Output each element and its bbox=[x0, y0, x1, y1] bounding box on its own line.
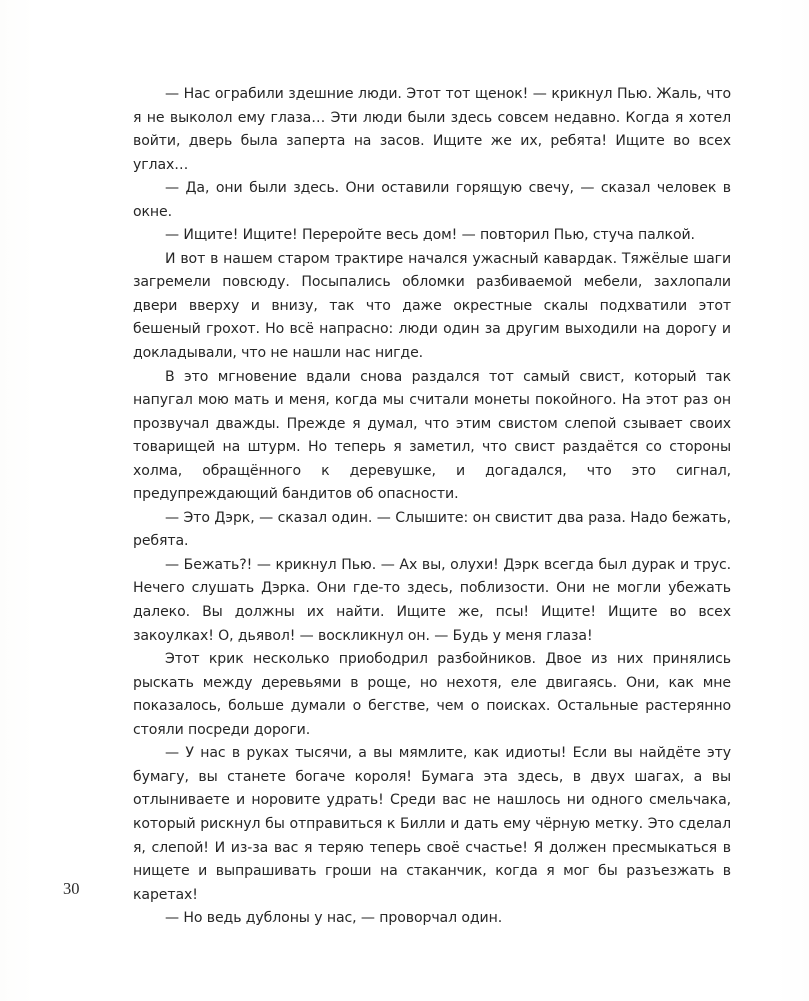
page-number: 30 bbox=[63, 879, 80, 898]
paragraph: — Нас ограбили здешние люди. Этот тот щенок! — крикнул Пью. Жаль, что я не выколол ему глаза… Эти люди были здесь совсем недавно. Когда я хотел войти, дверь была заперта на засов. Ищите же их, ребята! Ищите во всех углах… bbox=[133, 86, 731, 173]
paragraph: И вот в нашем старом трактире начался ужасный кавардак. Тяжёлые шаги загремели повсюду. Посыпались обломки разбиваемой мебели, захлопали двери вверху и внизу, так что даже окрестные скалы подхватили этот бешеный грохот. Но всё напрасно: люди один за другим выходили на дорогу и докладывали, что не нашли нас нигде. bbox=[133, 250, 731, 362]
paragraph: — Бежать?! — крикнул Пью. — Ах вы, олухи! Дэрк всегда был дурак и трус. Нечего слушать Дэрка. Они где-то здесь, поблизости. Они не могли убежать далеко. Вы должны их найти. Ищите же, псы! Ищите! Ищите во всех закоулках! О, дьявол! — воскликнул он. — Будь у меня глаза! bbox=[133, 556, 731, 644]
page-text-block bbox=[133, 83, 731, 931]
paragraph: В это мгновение вдали снова раздался тот самый свист, который так напугал мою мать и меня, когда мы считали монеты покойного. На этот раз он прозвучал дважды. Прежде я думал, что этим свистом слепой сзывает своих товарищей на штурм. Но теперь я заметил, что свист раздаётся со стороны холма, обращённого к деревушке, и догадался, что это сигнал, предупреждающий бандитов об опасности. bbox=[133, 368, 731, 503]
paragraph: — Да, они были здесь. Они оставили горящую свечу, — сказал человек в окне. bbox=[133, 180, 731, 220]
paragraph: — У нас в руках тысячи, а вы мямлите, как идиоты! Если вы найдёте эту бумагу, вы станете богаче короля! Бумага эта здесь, в двух шагах, а вы отлыниваете и норовите удрать! Среди вас не нашлось ни одного смельчака, который рискнул бы отправиться к Билли и дать ему чёрную метку. Это сделал я, слепой! И из-за вас я теряю теперь своё счастье! Я должен пресмыкаться в нищете и выпрашивать гроши на стаканчик, когда я мог бы разъезжать в каретах! bbox=[133, 745, 731, 903]
paragraph: — Но ведь дублоны у нас, — проворчал один. bbox=[165, 910, 503, 927]
paragraph: Этот крик несколько приободрил разбойников. Двое из них принялись рыскать между деревьями в роще, но нехотя, еле двигаясь. Они, как мне показалось, больше думали о бегстве, чем о поисках. Остальные растерянно стояли посреди дороги. bbox=[133, 651, 731, 738]
paragraph: — Ищите! Ищите! Переройте весь дом! — повторил Пью, стуча палкой. bbox=[165, 227, 695, 244]
paragraph: — Это Дэрк, — сказал один. — Слышите: он свистит два раза. Надо бежать, ребята. bbox=[133, 509, 731, 550]
